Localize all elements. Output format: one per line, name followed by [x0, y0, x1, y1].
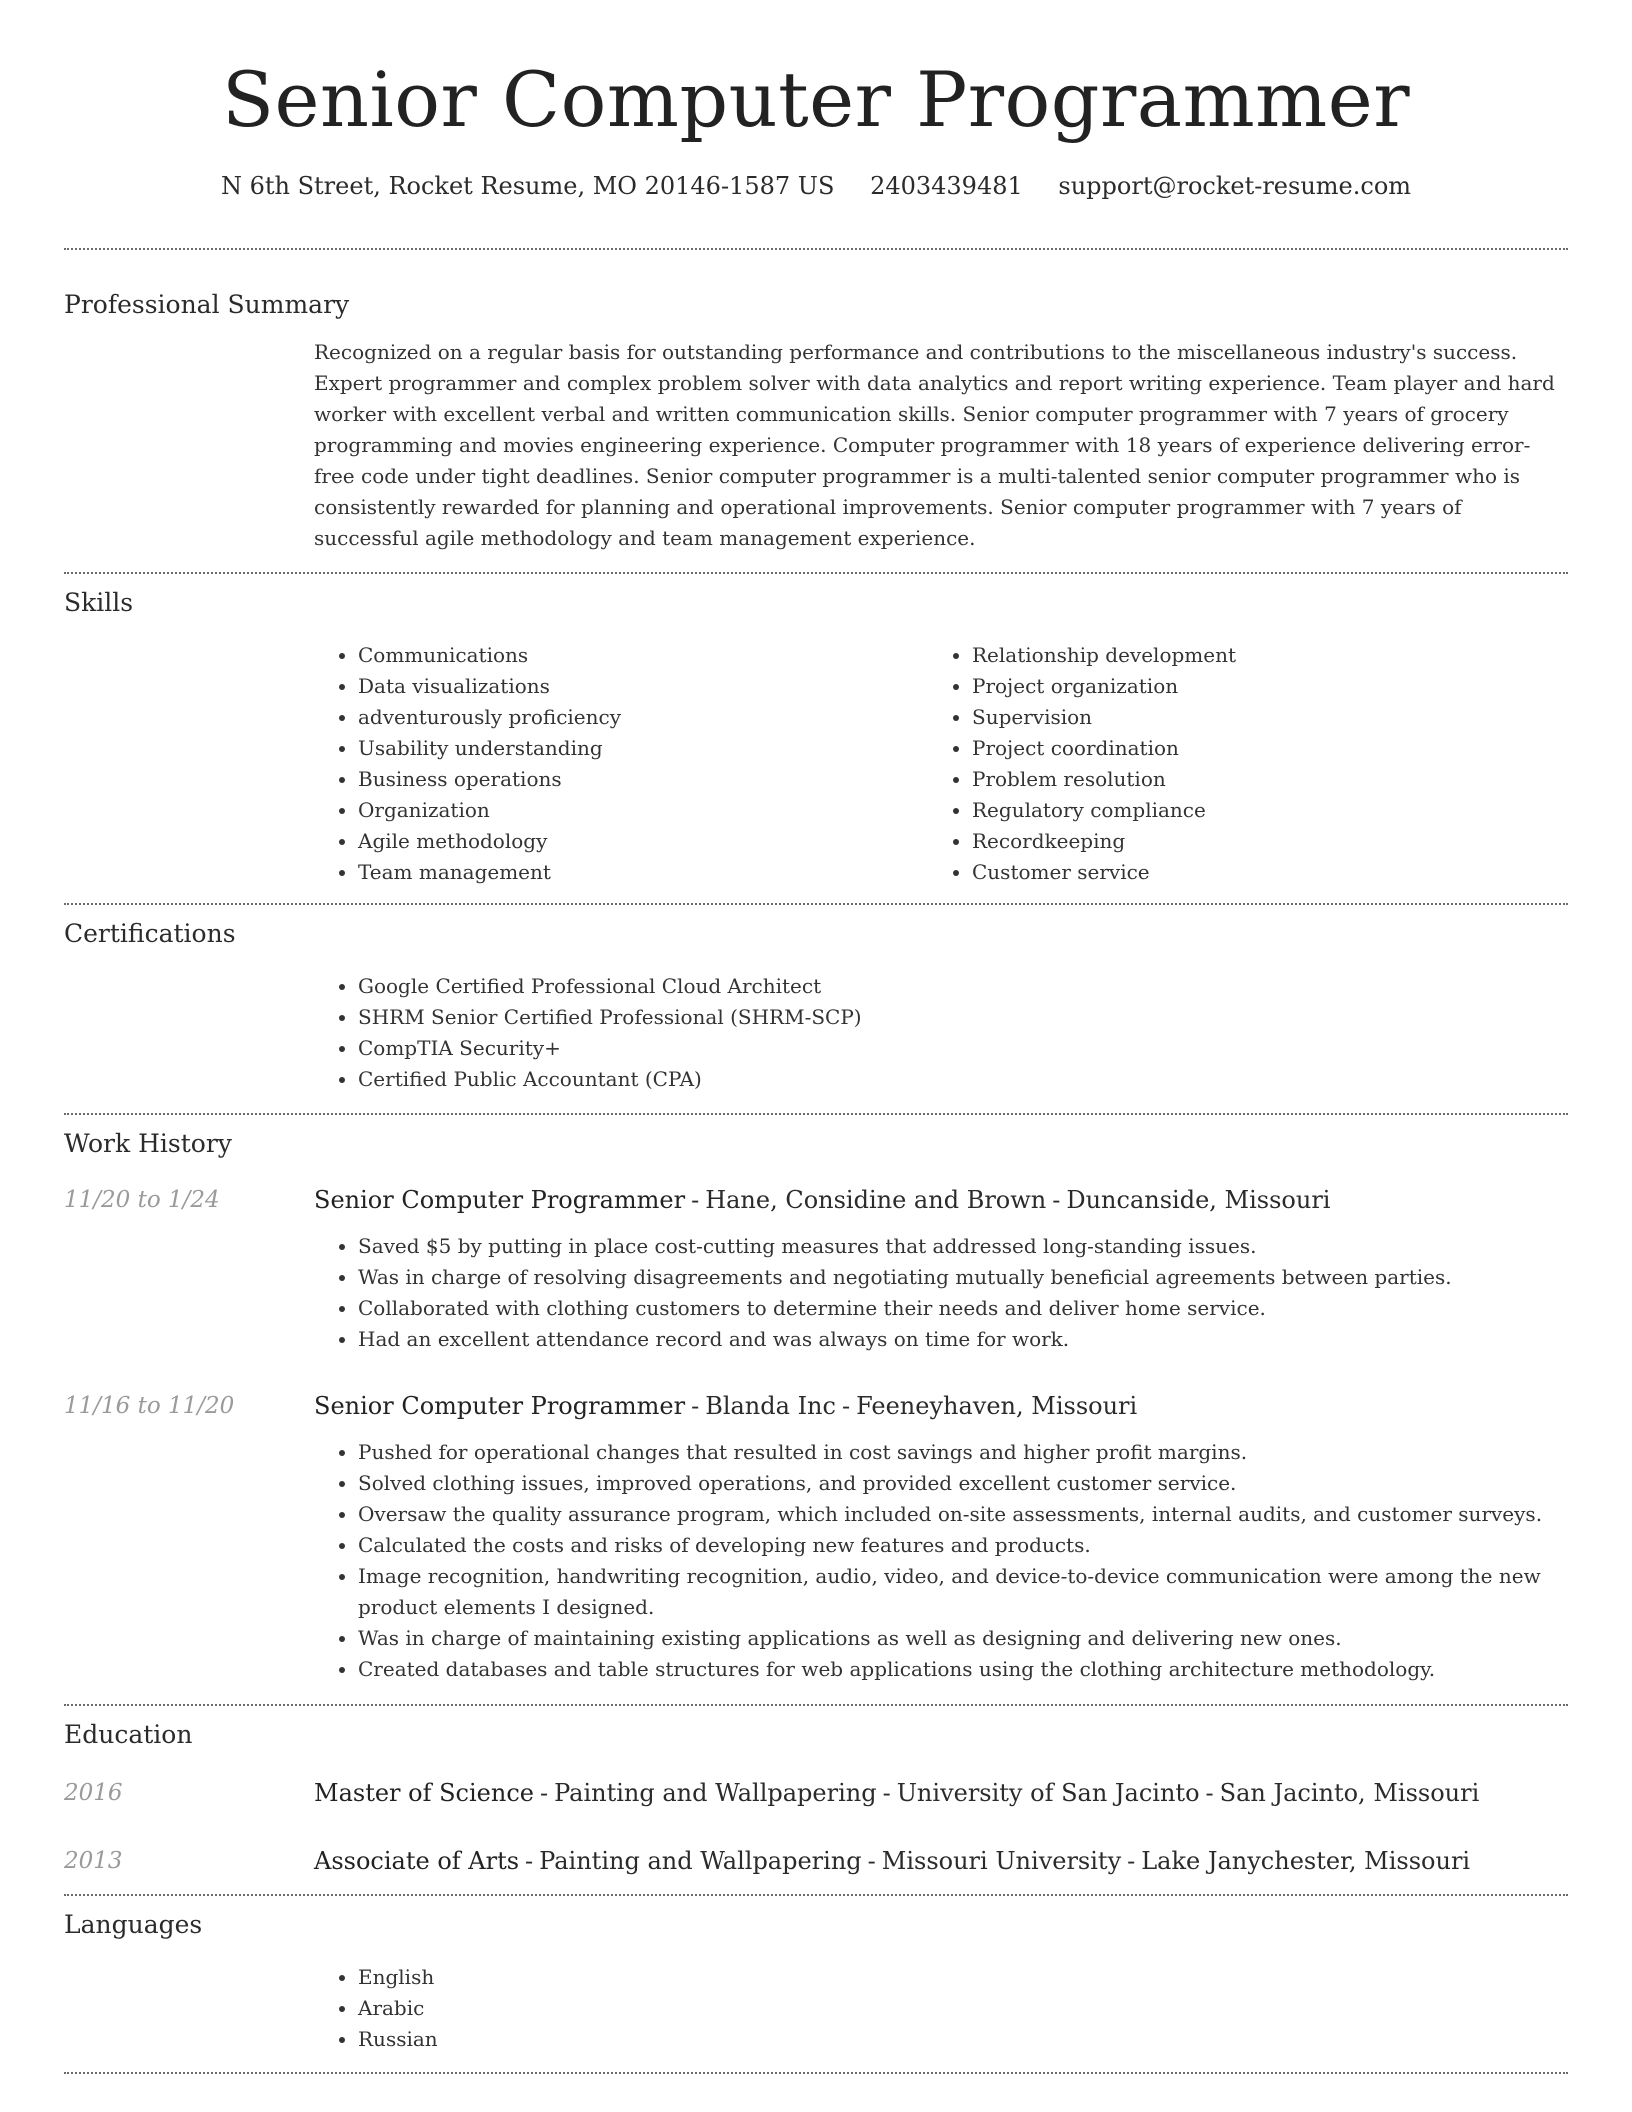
- certifications-list: [314, 971, 1568, 1095]
- job-heading: Senior Computer Programmer - Hane, Considine and Brown - Duncanside, Missouri: [314, 1186, 1331, 1214]
- languages-section: [64, 1896, 1568, 2072]
- skill-item: • Project coordination: [972, 733, 1542, 764]
- education-heading: Master of Science - Painting and Wallpapering - University of San Jacinto - San Jacinto, Missouri: [314, 1779, 1480, 1807]
- job-bullet: • Created databases and table structures for web applications using the clothing architecture methodology.: [358, 1654, 1568, 1685]
- education-heading: Associate of Arts - Painting and Wallpapering - Missouri University - Lake Janychester, Missouri: [314, 1847, 1471, 1875]
- job-location: Feeneyhaven, Missouri: [856, 1392, 1138, 1420]
- job-role: Senior Computer Programmer: [314, 1392, 686, 1420]
- education-location: San Jacinto, Missouri: [1219, 1779, 1480, 1807]
- job-company: Blanda Inc: [705, 1392, 836, 1420]
- certifications-title: Certifications: [64, 919, 236, 948]
- resume-name: Senior Computer Programmer: [221, 55, 1411, 144]
- resume-page: [64, 0, 1568, 2074]
- education-field: Painting and Wallpapering: [554, 1779, 877, 1807]
- education-entry: [64, 1776, 1568, 1810]
- job-heading: Senior Computer Programmer - Blanda Inc - Feeneyhaven, Missouri: [314, 1392, 1138, 1420]
- languages-list: [314, 1962, 1568, 2055]
- education-degree: Associate of Arts: [314, 1847, 520, 1875]
- job-bullet: • Pushed for operational changes that resulted in cost savings and higher profit margins.: [358, 1437, 1568, 1468]
- skill-item: • Supervision: [972, 702, 1542, 733]
- job-bullet: • Image recognition, handwriting recognition, audio, video, and device-to-device communication were among the new product elements I designed.: [358, 1561, 1568, 1623]
- language-item: • Arabic: [358, 1993, 1568, 2024]
- education-title: Education: [64, 1720, 193, 1749]
- education-entry: [64, 1844, 1568, 1878]
- job-bullet: • Collaborated with clothing customers to determine their needs and deliver home service.: [358, 1293, 1568, 1324]
- contact-address: N 6th Street, Rocket Resume, MO 20146-1587 US: [220, 172, 835, 200]
- skill-item: • Business operations: [358, 764, 928, 795]
- education-year: 2013: [64, 1848, 123, 1874]
- skill-item: • Agile methodology: [358, 826, 928, 857]
- skill-item: • Communications: [358, 640, 928, 671]
- skills-title: Skills: [64, 588, 134, 617]
- education-section: [64, 1706, 1568, 1894]
- education-field: Painting and Wallpapering: [539, 1847, 862, 1875]
- job-date: 11/16 to 11/20: [64, 1393, 235, 1419]
- job-bullet: • Calculated the costs and risks of developing new features and products.: [358, 1530, 1568, 1561]
- certification-item: • CompTIA Security+: [358, 1033, 1568, 1064]
- job-bullet: • Oversaw the quality assurance program, which included on-site assessments, internal audits, and customer surveys.: [358, 1499, 1568, 1530]
- certification-item: • Certified Public Accountant (CPA): [358, 1064, 1568, 1095]
- skill-item: • Problem resolution: [972, 764, 1542, 795]
- job-bullet: • Solved clothing issues, improved operations, and provided excellent customer service.: [358, 1468, 1568, 1499]
- job-location: Duncanside, Missouri: [1066, 1186, 1331, 1214]
- contact-line: [64, 168, 1568, 204]
- contact-phone: 2403439481: [870, 172, 1023, 200]
- job-bullet: • Was in charge of maintaining existing applications as well as designing and delivering new ones.: [358, 1623, 1568, 1654]
- certification-item: • SHRM Senior Certified Professional (SHRM-SCP): [358, 1002, 1568, 1033]
- skill-item: • Regulatory compliance: [972, 795, 1542, 826]
- summary-title: Professional Summary: [64, 290, 350, 319]
- job-bullet: • Was in charge of resolving disagreements and negotiating mutually beneficial agreements between parties.: [358, 1262, 1568, 1293]
- skill-item: • Data visualizations: [358, 671, 928, 702]
- contact-email[interactable]: support@rocket-resume.com: [1058, 172, 1412, 200]
- certifications-section: [64, 905, 1568, 1113]
- job-bullet: • Had an excellent attendance record and was always on time for work.: [358, 1324, 1568, 1355]
- job-bullets: [314, 1437, 1568, 1685]
- skill-item: • Relationship development: [972, 640, 1542, 671]
- job-role: Senior Computer Programmer: [314, 1186, 686, 1214]
- job-entry: [64, 1183, 1568, 1355]
- skill-item: • adventurously proficiency: [358, 702, 928, 733]
- summary-section: [64, 250, 1568, 572]
- job-company: Hane, Considine and Brown: [705, 1186, 1047, 1214]
- language-item: • Russian: [358, 2024, 1568, 2055]
- job-bullets: [314, 1231, 1568, 1355]
- job-date: 11/20 to 1/24: [64, 1187, 220, 1213]
- skill-item: • Customer service: [972, 857, 1542, 888]
- job-entry: [64, 1389, 1568, 1685]
- section-divider: [64, 2072, 1568, 2074]
- language-item: • English: [358, 1962, 1568, 1993]
- education-school: University of San Jacinto: [896, 1779, 1200, 1807]
- skill-item: • Recordkeeping: [972, 826, 1542, 857]
- education-location: Lake Janychester, Missouri: [1141, 1847, 1471, 1875]
- languages-title: Languages: [64, 1910, 203, 1939]
- education-degree: Master of Science: [314, 1779, 534, 1807]
- job-bullet: • Saved $5 by putting in place cost-cutting measures that addressed long-standing issues.: [358, 1231, 1568, 1262]
- summary-text: Recognized on a regular basis for outstanding performance and contributions to the miscellaneous industry's success. Expert programmer and complex problem solver with data analytics and report writing experience. Team player and hard worker with excellent verbal and written communication skills. Senior computer programmer with 7 years of grocery programming and movies engineering experience. Computer programmer with 18 years of experience delivering error-free code under tight deadlines. Senior computer programmer is a multi-talented senior computer programmer who is consistently rewarded for planning and operational improvements. Senior computer programmer with 7 years of successful agile methodology and team management experience.: [314, 340, 1555, 550]
- education-school: Missouri University: [881, 1847, 1122, 1875]
- certification-item: • Google Certified Professional Cloud Architect: [358, 971, 1568, 1002]
- skills-list-right: [928, 640, 1542, 888]
- skill-item: • Organization: [358, 795, 928, 826]
- work-section: [64, 1115, 1568, 1704]
- skills-list-left: [314, 640, 928, 888]
- education-year: 2016: [64, 1780, 123, 1806]
- skill-item: • Usability understanding: [358, 733, 928, 764]
- skills-section: [64, 574, 1568, 903]
- skill-item: • Project organization: [972, 671, 1542, 702]
- skill-item: • Team management: [358, 857, 928, 888]
- work-title: Work History: [64, 1129, 232, 1158]
